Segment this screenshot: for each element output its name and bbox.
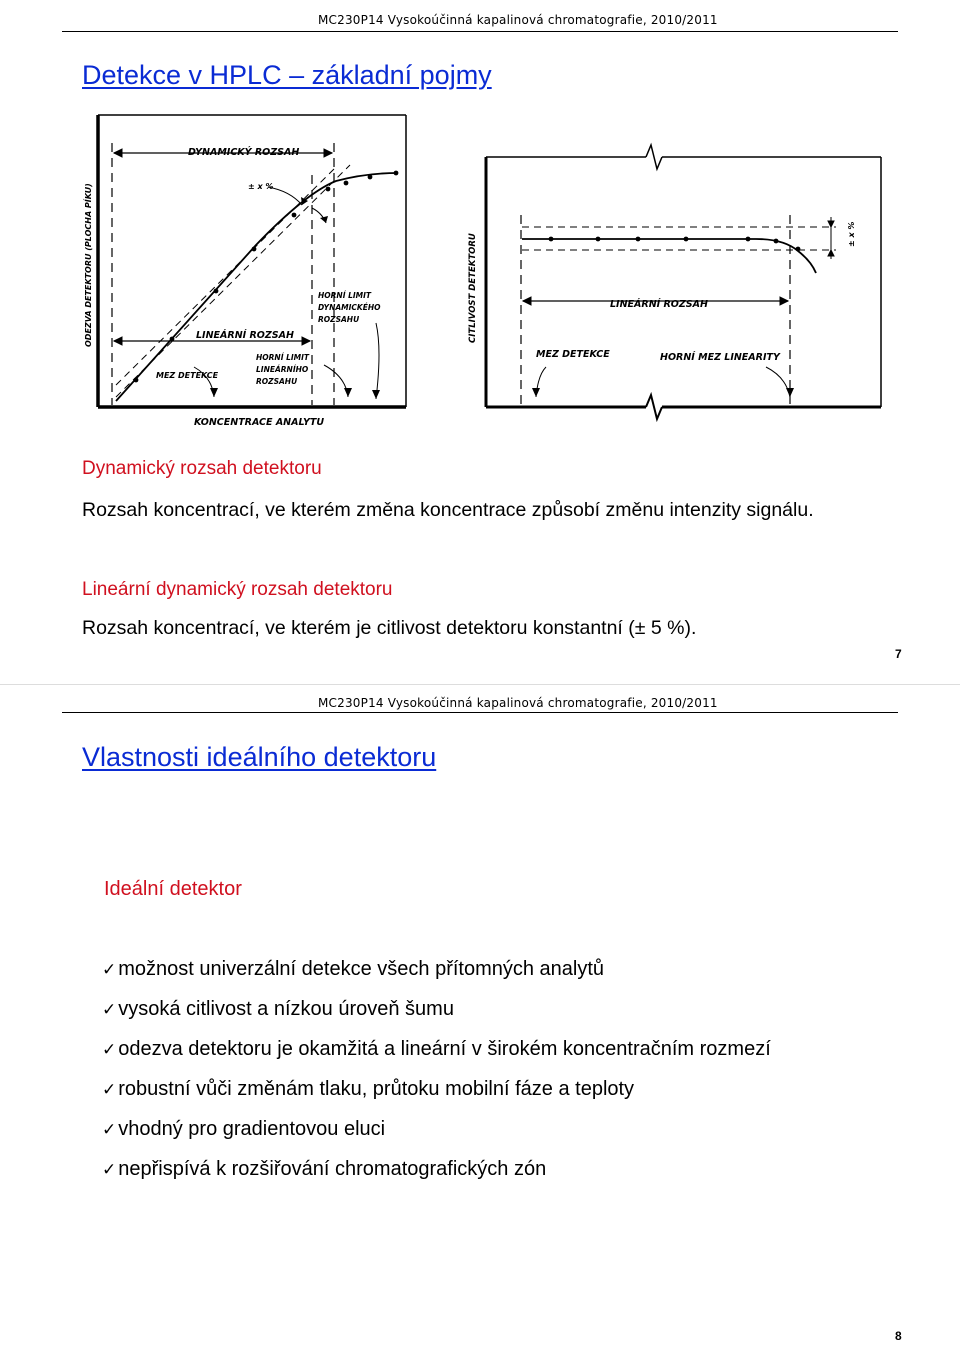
list-item: ✓ možnost univerzální detekce všech přítomných analytů	[102, 958, 605, 980]
checkmark-icon: ✓	[102, 1040, 117, 1060]
header-text: MC230P14 Vysokoúčinná kapalinová chromatografie, 2010/2011	[318, 696, 718, 710]
checkmark-icon: ✓	[102, 960, 117, 980]
left-linear-range-label: LINEÁRNÍ ROZSAH	[196, 330, 294, 341]
checkmark-icon: ✓	[102, 1160, 117, 1180]
dynamic-range-heading: Dynamický rozsah detektoru	[82, 458, 322, 479]
header-text: MC230P14 Vysokoúčinná kapalinová chromatografie, 2010/2011	[318, 13, 718, 27]
right-linear-range-label: LINEÁRNÍ ROZSAH	[610, 299, 708, 310]
ideal-detector-heading: Ideální detektor	[104, 878, 242, 900]
left-y-axis-label: ODEZVA DETEKTORU (PLOCHA PÍKU)	[84, 183, 93, 347]
linear-range-heading: Lineární dynamický rozsah detektoru	[82, 579, 393, 600]
left-detection-limit-label: MEZ DETEKCE	[156, 371, 219, 380]
dynamic-range-label: DYNAMICKÝ ROZSAH	[188, 147, 300, 158]
left-tolerance-label: ± x %	[248, 182, 274, 191]
checkmark-icon: ✓	[102, 1080, 117, 1100]
slide-title: Detekce v HPLC – základní pojmy	[82, 60, 492, 90]
upper-linear-limit-label: HORNÍ LIMIT LINEÁRNÍHO ROZSAHU	[256, 353, 310, 386]
left-x-axis-label: KONCENTRACE ANALYTU	[194, 417, 325, 428]
right-graph-arrowheads	[532, 388, 794, 397]
detector-range-figure	[76, 105, 896, 437]
right-tolerance-label: ± x %	[847, 221, 856, 247]
upper-linearity-label: HORNÍ MEZ LINEARITY	[660, 352, 780, 363]
slide-title: Vlastnosti ideálního detektoru	[82, 742, 437, 772]
right-detection-limit-label: MEZ DETEKCE	[536, 349, 610, 360]
header-rule	[62, 712, 898, 713]
page-number: 8	[895, 1329, 902, 1343]
upper-dynamic-limit-label: HORNÍ LIMIT DYNAMICKÉHO ROZSAHU	[318, 291, 381, 324]
dynamic-range-text: Rozsah koncentrací, ve kterém změna koncentrace způsobí změnu intenzity signálu.	[82, 499, 814, 521]
right-graph	[486, 145, 881, 419]
left-graph-points	[134, 171, 399, 383]
slide-8	[0, 684, 960, 1367]
page-number: 7	[895, 647, 902, 661]
list-item: ✓ robustní vůči změnám tlaku, průtoku mobilní fáze a teploty	[102, 1078, 635, 1100]
left-graph	[98, 115, 406, 407]
checkmark-icon: ✓	[102, 1120, 117, 1140]
checkmark-icon: ✓	[102, 1000, 117, 1020]
right-y-axis-label: CITLIVOST DETEKTORU	[468, 233, 478, 343]
list-item: ✓ vhodný pro gradientovou eluci	[102, 1118, 386, 1140]
list-item: ✓ vysoká citlivost a nízkou úroveň šumu	[102, 998, 454, 1020]
header-rule	[62, 31, 898, 32]
linear-range-text: Rozsah koncentrací, ve kterém je citlivost detektoru konstantní (± 5 %).	[82, 617, 697, 639]
ideal-detector-list	[102, 955, 771, 1195]
list-item: ✓ nepřispívá k rozšiřování chromatografických zón	[102, 1158, 547, 1180]
list-item: ✓ odezva detektoru je okamžitá a lineární v širokém koncentračním rozmezí	[102, 1038, 771, 1060]
